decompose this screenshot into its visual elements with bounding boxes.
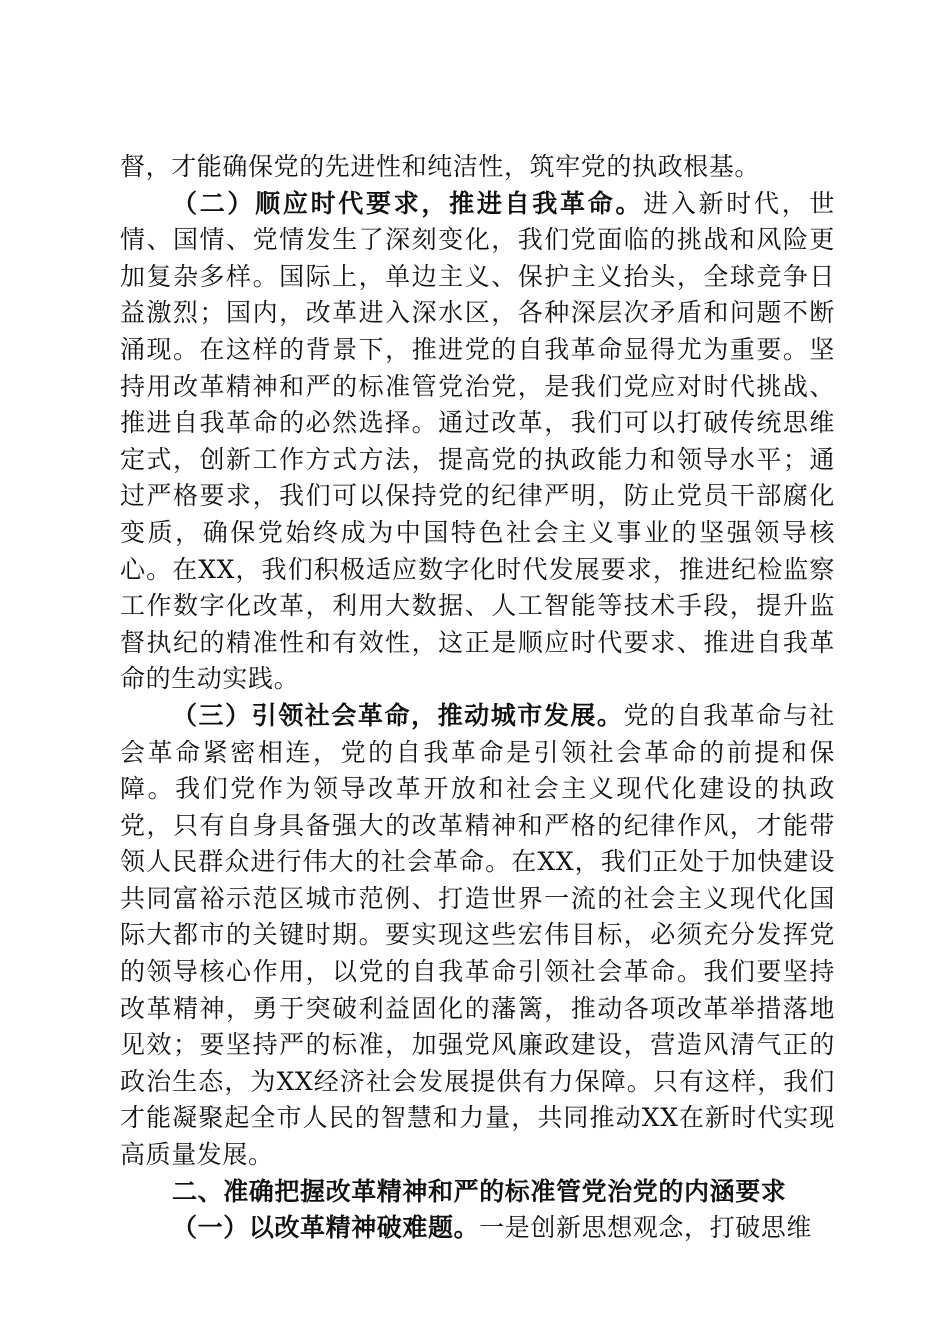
paragraph-continuation — [120, 149, 835, 186]
paragraph-adapt-to-times — [120, 186, 835, 698]
paragraph-text: 督，才能确保党的先进性和纯洁性，筑牢党的执政根基。 — [120, 152, 761, 181]
paragraph-text: 进入新时代，世情、国情、党情发生了深刻变化，我们党面临的挑战和风险更加复杂多样。国际上，单边主义、保护主义抬头，全球竞争日益激烈；国内，改革进入深水区，各种深层次矛盾和问题不断涌现。在这样的背景下，推进党的自我革命显得尤为重要。坚持用改革精神和严的标准管党治党，是我们党应对时代挑战、推进自我革命的必然选择。通过改革，我们可以打破传统思维定式，创新工作方式方法，提高党的执政能力和领导水平；通过严格要求，我们可以保持党的纪律严明，防止党员干部腐化变质，确保党始终成为中国特色社会主义事业的坚强领导核心。在XX，我们积极适应数字化时代发展要求，推进纪检监察工作数字化改革，利用大数据、人工智能等技术手段，提升监督执纪的精准性和有效性，这正是顺应时代要求、推进自我革命的生动实践。 — [120, 188, 836, 694]
section-heading: 二、准确把握改革精神和严的标准管党治党的内涵要求 — [172, 1176, 787, 1206]
paragraph-lead: （三）引领社会革命，推动城市发展。 — [172, 700, 624, 730]
paragraph-lead-social-revolution — [120, 698, 835, 1174]
paragraph-text: 一是创新思想观念，打破思维 — [479, 1213, 813, 1243]
paragraph-text: 党的自我革命与社会革命紧密相连，党的自我革命是引领社会革命的前提和保障。我们党作为领导改革开放和社会主义现代化建设的执政党，只有自身具备强大的改革精神和严格的纪律作风，才能带领人民群众进行伟大的社会革命。在XX，我们正处于加快建设共同富裕示范区城市范例、打造世界一流的社会主义现代化国际大都市的关键时期。要实现这些宏伟目标，必须充分发挥党的领导核心作用，以党的自我革命引领社会革命。我们要坚持改革精神，勇于突破利益固化的藩篱，推动各项改革举措落地见效；要坚持严的标准，加强党风廉政建设，营造风清气正的政治生态，为XX经济社会发展提供有力保障。只有这样，我们才能凝聚起全市人民的智慧和力量，共同推动XX在新时代实现高质量发展。 — [120, 700, 835, 1170]
document-body — [120, 149, 835, 1247]
paragraph-reform-spirit — [120, 1210, 835, 1247]
paragraph-lead: （一）以改革精神破难题。 — [172, 1213, 480, 1243]
paragraph-lead: （二）顺应时代要求，推进自我革命。 — [172, 188, 644, 218]
